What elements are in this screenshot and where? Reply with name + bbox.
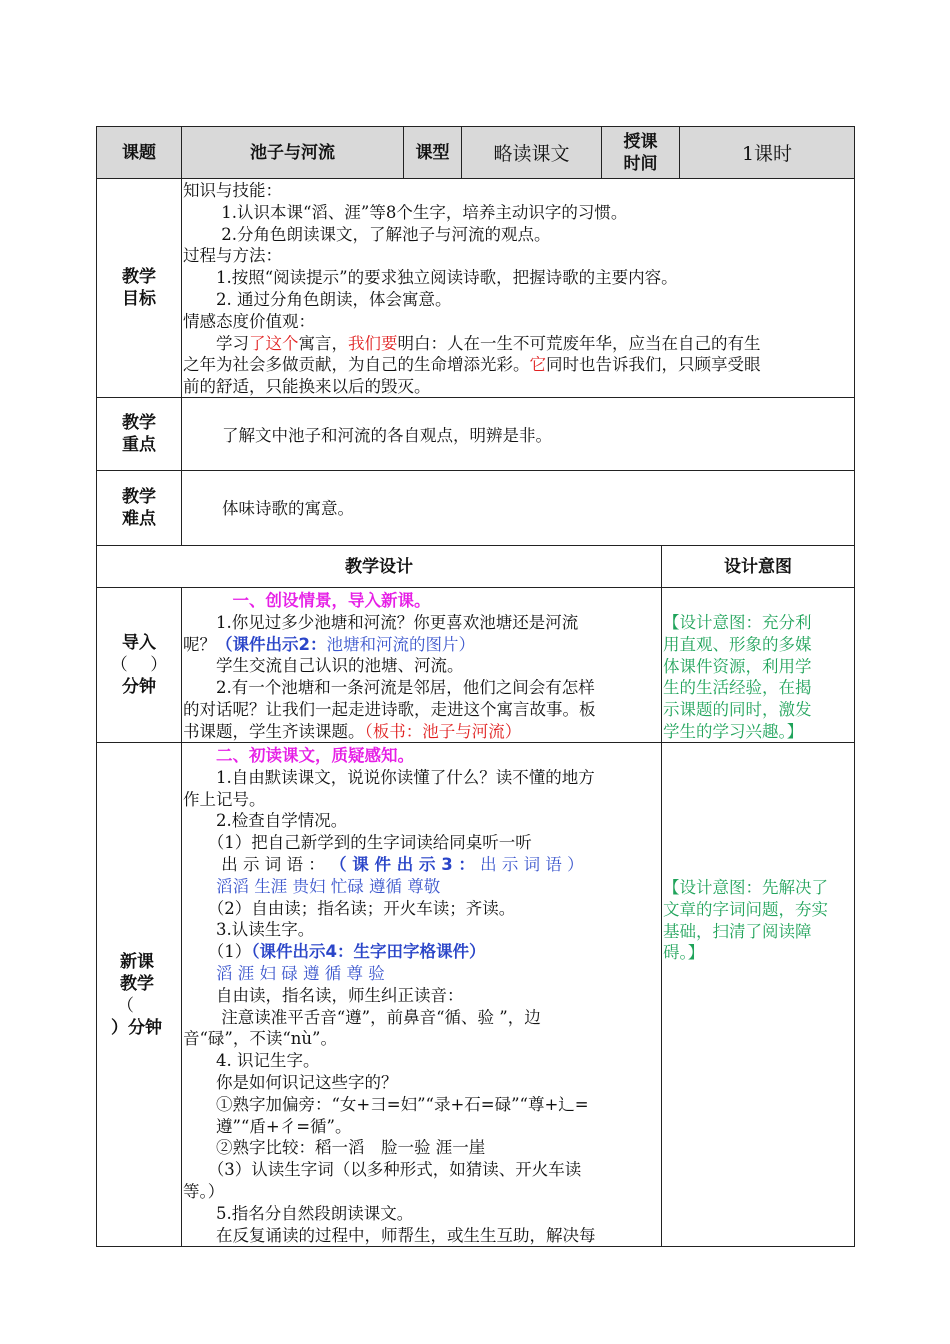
new-lesson-label-1: 新课 — [120, 951, 154, 972]
new-lesson-label-2: 教学 — [120, 973, 154, 994]
text-line — [183, 354, 854, 376]
text-segment: （1） — [183, 942, 252, 962]
text-line — [183, 963, 661, 985]
text-segment: 1.按照“阅读提示”的要求独立阅读诗歌，把握诗歌的主要内容。 — [183, 268, 678, 288]
text-line — [183, 333, 854, 355]
text-segment: 明白：人在一生不可荒废年华，应当在自己的有生 — [397, 333, 761, 353]
text-segment: （1）把自己新学到的生字词读给同桌听一听 — [183, 833, 532, 853]
text-line — [183, 590, 661, 612]
text-segment: 2.分角色朗读课文，了解池子与河流的观点。 — [183, 224, 551, 244]
text-segment: 的对话呢？让我们一起走进诗歌，走进这个寓言故事。板 — [183, 699, 596, 719]
text-segment: （3）认读生字词（以多种形式，如猜读、开火车读 — [183, 1160, 582, 1180]
text-line — [183, 612, 661, 634]
text-segment: 我们要 — [348, 333, 398, 353]
text-line — [183, 854, 661, 876]
text-line — [183, 1050, 661, 1072]
text-line — [183, 876, 661, 898]
text-segment: 滔滔 生涯 贵妇 忙碌 遵循 尊敬 — [183, 876, 441, 896]
text-segment: （2）自由读；指名读；开火车读；齐读。 — [183, 898, 516, 918]
text-line — [183, 985, 661, 1007]
text-segment: 之年为社会多做贡献，为自己的生命增添光彩。 — [183, 355, 530, 375]
text-segment: 音“碌”，不读“nù”。 — [183, 1029, 337, 1049]
text-line — [663, 656, 854, 678]
text-line — [663, 899, 854, 921]
text-line — [663, 942, 854, 964]
text-segment: 自由读，指名读，师生纠正读音： — [183, 985, 464, 1005]
text-segment: 在反复诵读的过程中，师帮生，或生生互助，解决每 — [183, 1225, 596, 1245]
text-line — [663, 921, 854, 943]
text-segment: 2.有一个池塘和一条河流是邻居，他们之间会有怎样 — [183, 678, 595, 698]
new-lesson-label-4: ）分钟 — [111, 1017, 162, 1038]
text-line — [183, 224, 854, 246]
text-segment: 1.自由默读课文，说说你读懂了什么？读不懂的地方 — [183, 767, 595, 787]
text-segment: 情感态度价值观： — [183, 311, 315, 331]
text-segment: 你是如何识记这些字的？ — [183, 1072, 398, 1092]
text-segment: 作上记号。 — [183, 789, 266, 809]
text-segment: 1.你见过多少池塘和河流？你更喜欢池塘还是河流 — [183, 612, 579, 632]
goals-content — [181, 178, 855, 398]
text-line — [663, 877, 854, 899]
new-lesson-label — [96, 742, 182, 1247]
text-segment: （课件出示2： — [216, 634, 327, 654]
new-lesson-content — [181, 742, 662, 1247]
text-line — [183, 677, 661, 699]
text-segment: 用直观、形象的多媒 — [663, 634, 812, 654]
intro-label — [96, 587, 182, 743]
text-segment: 一、创设情景，导入新课。 — [183, 591, 431, 610]
text-line — [183, 898, 661, 920]
text-line — [183, 1028, 661, 1050]
text-segment: 2.检查自学情况。 — [183, 811, 348, 831]
text-line — [183, 1116, 661, 1138]
text-segment: 过程与方法： — [183, 246, 282, 266]
text-line — [183, 180, 854, 202]
text-line — [183, 202, 854, 224]
text-line — [183, 1137, 661, 1159]
text-line — [183, 941, 661, 963]
new-lesson-label-3: （ — [117, 995, 134, 1016]
topic-value: 池子与河流 — [181, 126, 404, 179]
text-line — [183, 289, 854, 311]
intro-content — [181, 587, 662, 743]
text-line — [183, 919, 661, 941]
text-segment: 示课题的同时，激发 — [663, 700, 812, 720]
text-line — [183, 767, 661, 789]
topic-label: 课题 — [96, 126, 182, 179]
time-value: 1课时 — [679, 126, 855, 179]
text-segment: 体课件资源，利用学 — [663, 656, 812, 676]
text-segment: 文章的字词问题，夯实 — [663, 899, 828, 919]
text-segment: 它 — [529, 355, 546, 375]
text-line — [663, 612, 854, 634]
text-segment: 前的舒适，只能换来以后的毁灭。 — [183, 377, 431, 397]
key-points-content: 了解文中池子和河流的各自观点，明辨是非。 — [181, 397, 855, 471]
text-line — [183, 376, 854, 398]
text-segment: 4. 识记生字。 — [183, 1051, 320, 1071]
text-segment: 出 示 词 语 ） — [474, 854, 584, 874]
text-segment: 遵”“盾+彳=循”。 — [183, 1116, 352, 1136]
time-label: 授课时间 — [601, 126, 680, 179]
text-line — [183, 311, 854, 333]
text-segment: （课件出示4：生字田字格课件） — [251, 942, 486, 962]
intro-label-3: 分钟 — [122, 677, 156, 697]
text-segment: 滔 涯 妇 碌 遵 循 尊 验 — [183, 963, 385, 983]
text-segment: 【设计意图：充分利 — [663, 613, 812, 632]
text-segment: 5.指名分自然段朗读课文。 — [183, 1203, 414, 1223]
text-segment: 学习 — [183, 333, 249, 353]
text-line — [183, 1007, 661, 1029]
text-segment: 1.认识本课“滔、涯”等8个生字，培养主动识字的习惯。 — [183, 202, 628, 222]
text-line — [183, 810, 661, 832]
text-segment: 二、初读课文，质疑感知。 — [183, 746, 414, 765]
intro-intent — [661, 587, 855, 743]
text-segment: （ 课 件 出 示 3 ： — [329, 854, 475, 874]
goals-label: 教学目标 — [96, 178, 182, 398]
text-segment: 等。） — [183, 1181, 225, 1201]
text-line — [183, 1225, 661, 1247]
text-segment: 3.认读生字。 — [183, 920, 315, 940]
text-segment: ①熟字加偏旁：“女+彐=妇”“录+石=碌”“尊+辶= — [183, 1094, 589, 1114]
intro-label-1: 导入 — [122, 633, 156, 653]
text-line — [663, 634, 854, 656]
text-segment: ②熟字比较：稻一滔 脸一验 涯一崖 — [183, 1138, 486, 1158]
text-segment: 碍。】 — [663, 943, 705, 963]
text-line — [663, 677, 854, 699]
intent-header: 设计意图 — [661, 545, 855, 588]
text-segment: 知识与技能： — [183, 181, 282, 200]
text-segment: 出 示 词 语 ： — [183, 854, 330, 874]
text-line — [183, 1159, 661, 1181]
text-segment: 池塘和河流的图片） — [326, 634, 475, 654]
text-line — [183, 655, 661, 677]
text-line — [183, 789, 661, 811]
text-line — [663, 699, 854, 721]
text-segment: 书课题，学生齐读课题。 — [183, 721, 365, 741]
text-line — [663, 721, 854, 743]
text-line — [183, 721, 661, 743]
type-label: 课型 — [403, 126, 462, 179]
text-line — [183, 1181, 661, 1203]
text-segment: 生的生活经验，在揭 — [663, 678, 812, 698]
text-segment: 了这个 — [249, 333, 299, 353]
key-points-label: 教学重点 — [96, 397, 182, 471]
text-segment: 学生交流自己认识的池塘、河流。 — [183, 656, 464, 676]
text-line — [183, 245, 854, 267]
text-segment: 寓言， — [298, 333, 348, 353]
text-segment: 基础，扫清了阅读障 — [663, 921, 812, 941]
difficulties-label: 教学难点 — [96, 470, 182, 546]
text-line — [183, 699, 661, 721]
text-segment: 学生的学习兴趣。】 — [663, 721, 804, 741]
new-lesson-intent — [661, 742, 855, 1247]
text-segment: 【设计意图：先解决了 — [663, 878, 828, 897]
text-segment: 同时也告诉我们，只顾享受眼 — [546, 355, 761, 375]
text-line — [183, 634, 661, 656]
design-header: 教学设计 — [96, 545, 662, 588]
text-line — [183, 745, 661, 767]
text-segment: （板书：池子与河流） — [364, 721, 522, 741]
type-value: 略读课文 — [461, 126, 602, 179]
text-line — [183, 1094, 661, 1116]
text-line — [183, 1072, 661, 1094]
text-segment: 注意读准平舌音“遵”，前鼻音“循、验 ”，边 — [183, 1007, 541, 1027]
intro-label-2: （ ） — [110, 655, 168, 675]
text-line — [183, 267, 854, 289]
text-segment: 2. 通过分角色朗读，体会寓意。 — [183, 289, 452, 309]
text-line — [183, 832, 661, 854]
text-line — [183, 1203, 661, 1225]
difficulties-content: 体味诗歌的寓意。 — [181, 470, 855, 546]
text-segment: 呢？ — [183, 634, 216, 654]
